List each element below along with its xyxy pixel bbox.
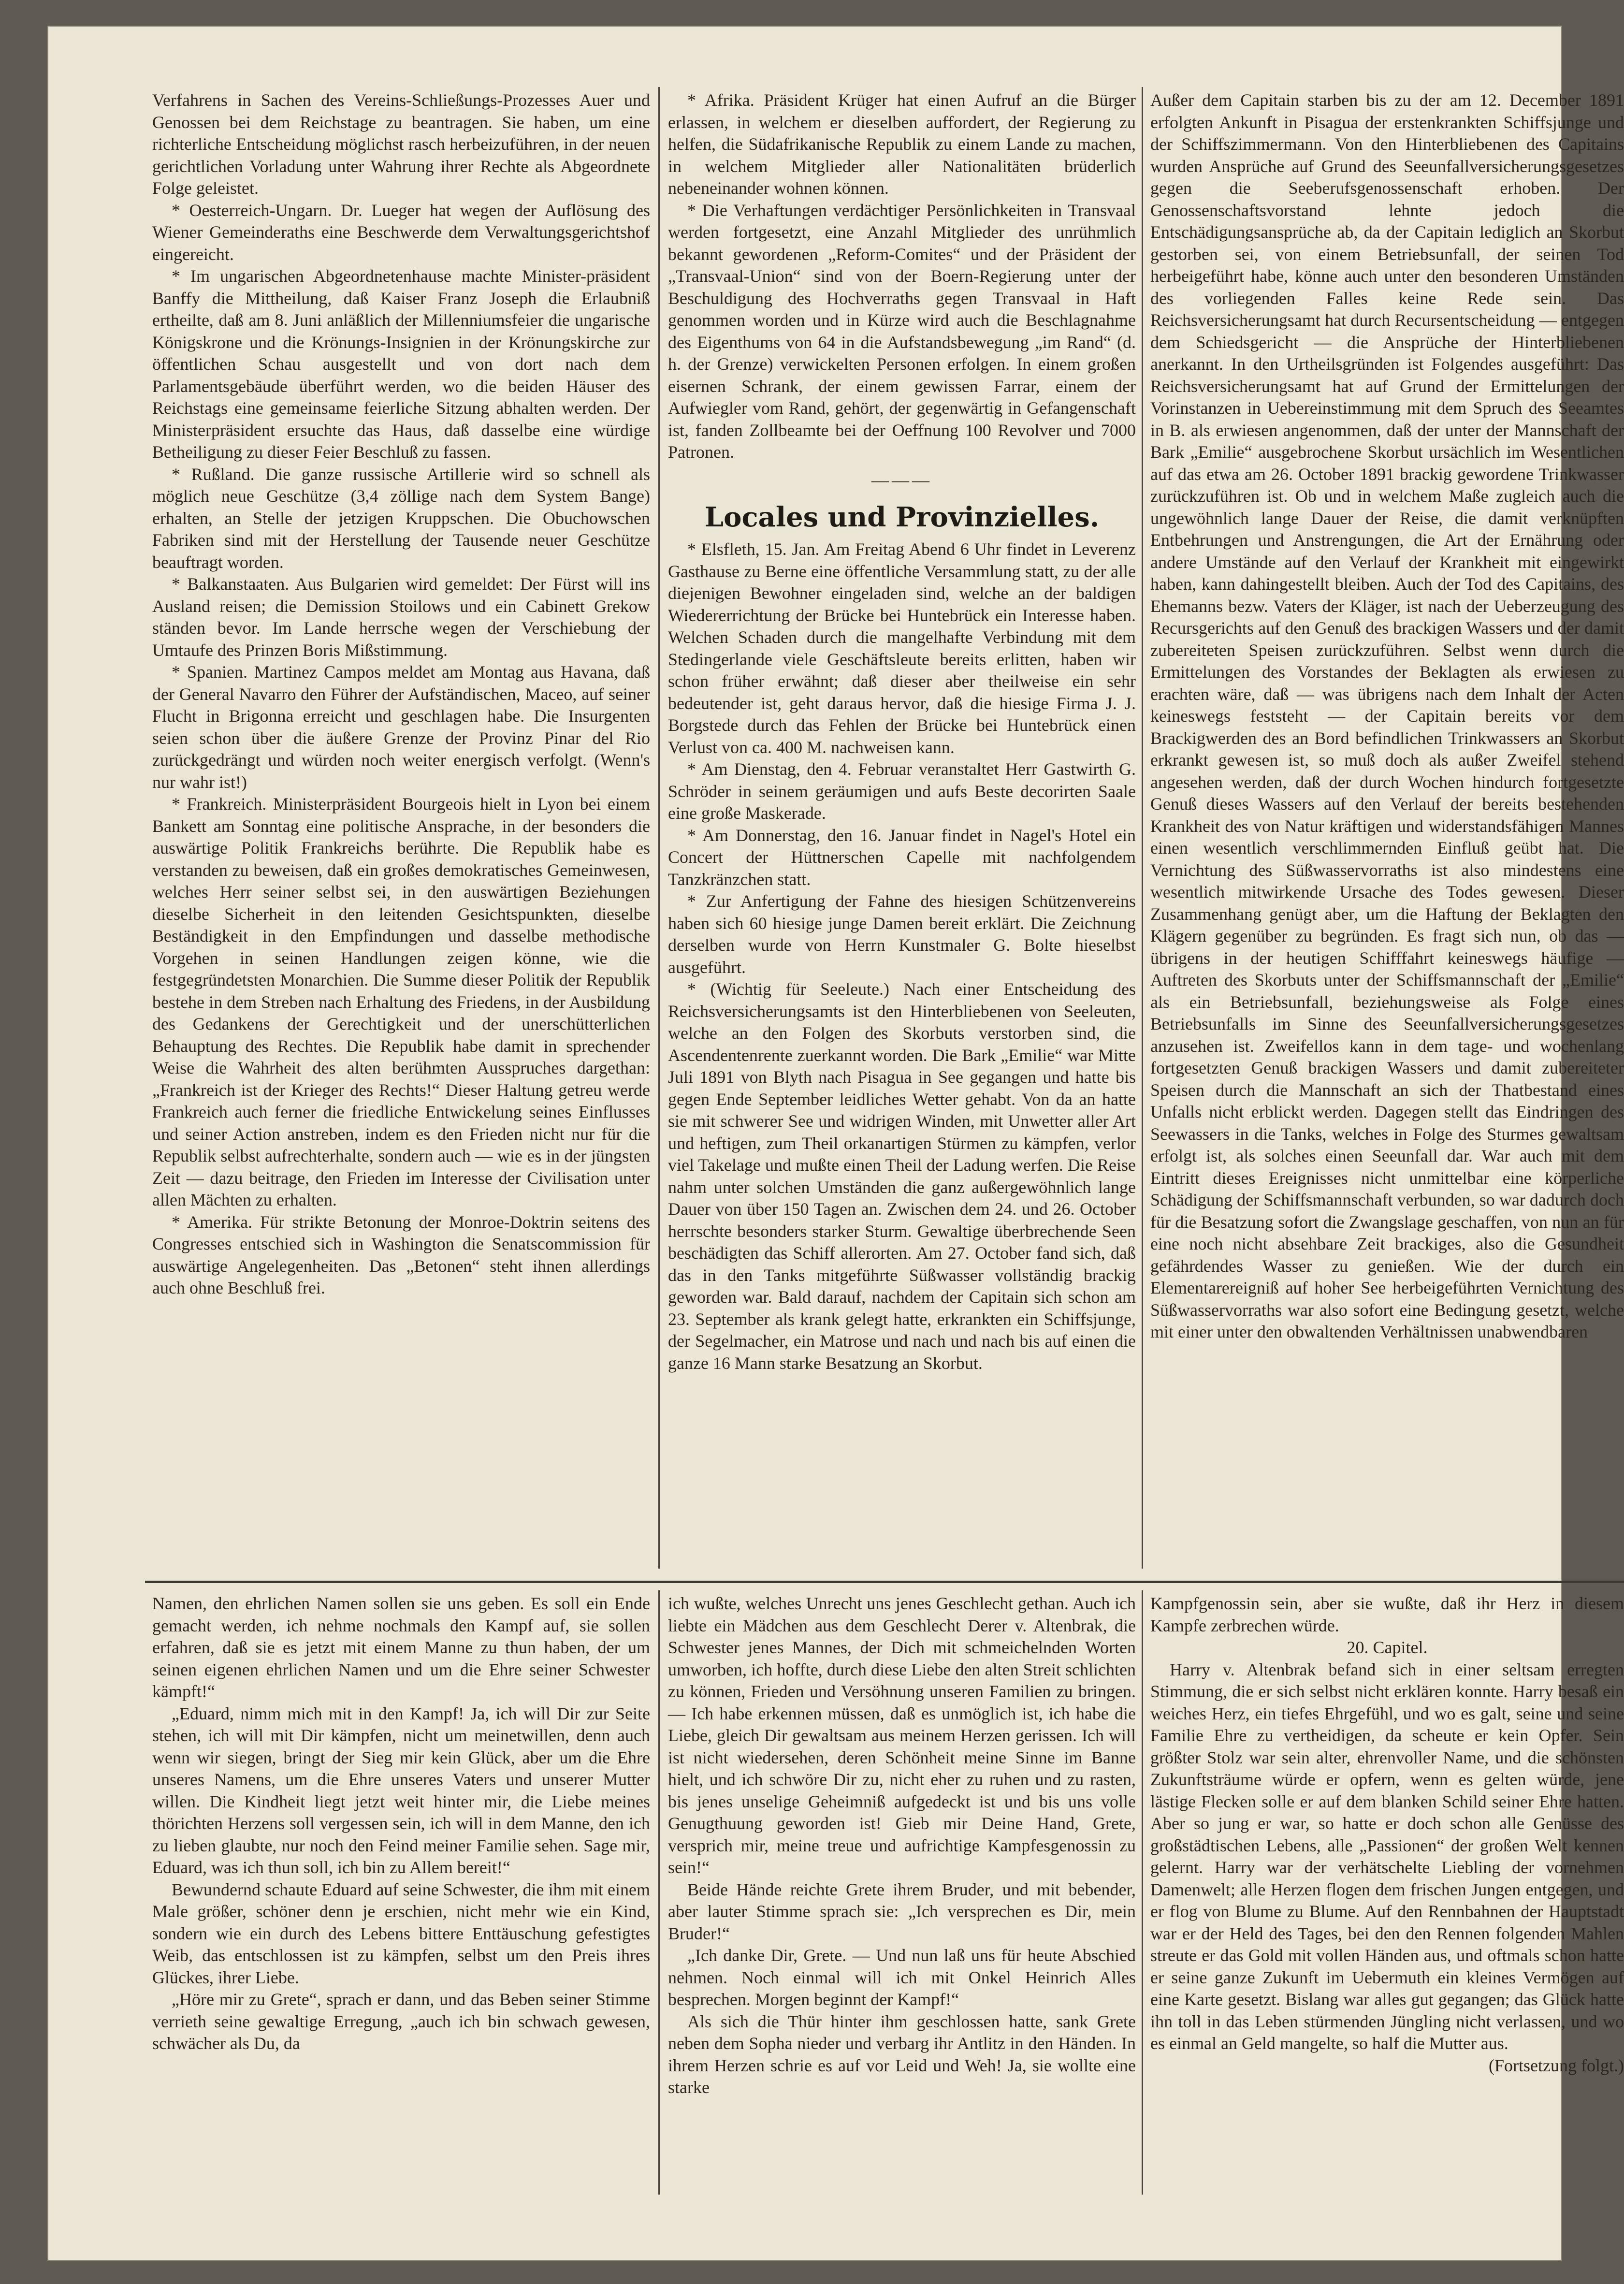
chapter-heading: 20. Capitel. bbox=[1347, 1638, 1428, 1657]
article-paragraph: * (Wichtig für Seeleute.) Nach einer Entscheidung des Reichsversicherungsamts ist den Hinterbliebenen von Seeleuten, welche an den Folgen des Skorbuts verstorben sind, die Ascendentenrente zuerkannt worden. Die Bark „Emilie“ war Mitte Juli 1891 von Blyth nach Pisagua in See gegangen und hatte bis gegen Ende September leidliches Wetter gehabt. Von da an hatte sie mit schwerer See und widrigen Winden, mit Unwetter aller Art und heftigen, zum Theil orkanartigen Stürmen zu kämpfen, verlor viel Takelage und mußte einen Theil der Ladung werfen. Die Reise nahm unter solchen Umständen die ganz außergewöhnlich lange Dauer von über 150 Tagen an. Zwischen dem 24. und 26. October herrschte besonders starker Sturm. Gewaltige überbrechende Seen beschädigten das Schiff allerorten. Am 27. October fand sich, daß das in den Tanks mitgeführte Süßwasser vollständig brackig geworden war. Bald darauf, nachdem der Capitain sich schon am 23. September als krank gelegt hatte, erkrankten ein Schiffsjunge, der Segelmacher, ein Matrose und nach und nach bis auf einen die ganze 16 Mann starke Besatzung an Skorbut. bbox=[668, 979, 1136, 1373]
top-column-3 bbox=[1150, 89, 1624, 1569]
article-paragraph: Beide Hände reichte Grete ihrem Bruder, und mit bebender, aber lauter Stimme sprach sie: „Ich versprechen es Dir, mein Bruder!“ bbox=[668, 1879, 1136, 1943]
feuilleton-column-1 bbox=[152, 1593, 650, 2192]
article-paragraph: * Am Donnerstag, den 16. Januar findet in Nagel's Hotel ein Concert der Hüttnerschen Capelle mit nachfolgendem Tanzkränzchen statt. bbox=[668, 825, 1136, 889]
article-paragraph: * Amerika. Für strikte Betonung der Monroe-Doktrin seitens des Congresses entschied sich in Washington die Senatscommission für auswärtige Angelegenheiten. Das „Betonen“ steht ihnen allerdings auch ohne Beschluß frei. bbox=[152, 1212, 650, 1297]
section-heading: Locales und Provinzielles. bbox=[704, 501, 1100, 533]
article-paragraph: „Höre mir zu Grete“, sprach er dann, und das Beben seiner Stimme verrieth seine gewaltige Erregung, „auch ich bin schwach gewesen, schwächer als Du, da bbox=[152, 1990, 650, 2053]
newspaper-page bbox=[48, 27, 1624, 2260]
article-paragraph: * Frankreich. Ministerpräsident Bourgeois hielt in Lyon bei einem Bankett am Sonntag eine politische Ansprache, in der besonders die auswärtige Politik Frankreichs berührte. Die Republik habe es verstanden zu beweisen, daß ein großes demokratisches Gemeinwesen, welches Herr seiner selbst sei, in den auswärtigen Beziehungen dieselbe Sicherheit in den leitenden Gesichtspunkten, dieselbe Beständigkeit in den Empfindungen und dasselbe methodische Vorgehen in seinen Handlungen zeigen könne, wie die festgegründetsten Monarchien. Die Summe dieser Politik der Republik bestehe in dem Streben nach Erhaltung des Friedens, in der Ausbildung des Gedankens der Gerechtigkeit und der unerschütterlichen Behauptung des Rechtes. Die Republik habe damit in sprechender Weise die Wahrheit des alten berühmten Ausspruches dargethan: „Frankreich ist der Krieger des Rechts!“ Dieser Haltung getreu werde Frankreich auch ferner die friedliche Entwickelung seines Einflusses und seiner Action anstreben, indem es den Frieden nicht nur für die Republik selbst aufrechterhalte, sondern auch — wie es in der jüngsten Zeit — dazu beitrage, den Frieden im Interesse der Civilisation unter allen Mächten zu erhalten. bbox=[152, 794, 650, 1209]
article-paragraph: * Rußland. Die ganze russische Artillerie wird so schnell als möglich neue Geschütze (3,4 zöllige nach dem System Bange) erhalten, an Stelle der jetzigen Kruppschen. Die Obuchowschen Fabriken sind mit der Herstellung der Tausende neuer Geschütze beauftragt worden. bbox=[152, 464, 650, 572]
article-paragraph: Verfahrens in Sachen des Vereins-Schließungs-Prozesses Auer und Genossen bei dem Reichstage zu beantragen. Sie haben, um eine richterliche Entscheidung möglichst rasch herbeizuführen, in der neuen gerichtlichen Vorladung unter Wahrung ihrer Rechte als Abgeordnete Folge geleistet. bbox=[152, 90, 650, 198]
article-paragraph: Namen, den ehrlichen Namen sollen sie uns geben. Es soll ein Ende gemacht werden, ich nehme nochmals den Kampf auf, sie sollen erfahren, daß sie es jetzt mit einem Manne zu thun haben, der um seinen eigenen ehrlichen Namen und um die Ehre seiner Schwester kämpft!“ bbox=[152, 1594, 650, 1701]
article-paragraph: Außer dem Capitain starben bis zu der am 12. December 1891 erfolgten Ankunft in Pisagua der erstenkrankten Schiffsjunge und der Schiffszimmermann. Von den Hinterbliebenen des Capitains wurden Ansprüche auf Grund des Seeunfallversicherungsgesetzes gegen die Seeberufsgenossenschaft erhoben. Der Genossenschaftsvorstand lehnte jedoch die Entschädigungsansprüche ab, da der Capitain lediglich an Skorbut gestorben sei, von einem Betriebsunfall, der seinen Tod herbeigeführt habe, könne auch unter den besonderen Umständen des vorliegenden Falles keine Rede sein. Das Reichsversicherungsamt hat durch Recursentscheidung — entgegen dem Schiedsgericht — die Ansprüche der Hinterbliebenen anerkannt. In den Urtheilsgründen ist Folgendes ausgeführt: Das Reichsversicherungsamt hat auf Grund der Ermittelungen der Vorinstanzen in Uebereinstimmung mit dem Spruch des Seeamtes in B. als erwiesen angenommen, daß der unter der Mannschaft der Bark „Emilie“ ausgebrochene Skorbut ursächlich im Wesentlichen auf das etwa am 26. October 1891 brackig gewordene Trinkwasser zurückzuführen ist. Ob und in welchem Maße zugleich auch die ungewöhnlich lange Dauer der Reise, die damit verknüpften Entbehrungen und Anstrengungen, die Art der Ernährung oder andere Umstände auf den Verlauf der Krankheit mit eingewirkt haben, kann dahingestellt bleiben. Auch der Tod des Capitains, des Ehemanns bezw. Vaters der Kläger, ist nach der Ueberzeugung des Recursgerichts auf den Genuß des brackigen Wassers und der damit zubereiteten Speisen zurückzuführen. Selbst wenn durch die Ermittelungen des Vorstandes der Beklagten als erwiesen zu erachten wäre, daß — was übrigens nach dem Inhalt der Acten keineswegs feststeht — der Capitain bereits vor dem Brackigwerden des an Bord befindlichen Trinkwassers an Skorbut erkrankt gewesen ist, so muß doch als außer Zweifel stehend angesehen werden, daß der durch Wochen hindurch fortgesetzte Genuß dieses Wassers auf den Verlauf der bereits bestehenden Krankheit des von Natur kräftigen und widerstandsfähigen Mannes einen wesentlich verschlimmernden Einfluß geübt hat. Die Vernichtung des Süßwasservorraths ist also mindestens eine wesentlich mitwirkende Ursache des Todes gewesen. Dieser Zusammenhang genügt aber, um die Haftung der Beklagten den Klägern gegenüber zu begründen. Es fragt sich nun, ob das — übrigens in der heutigen Schifffahrt keineswegs häufige — Auftreten des Skorbuts unter der Schiffsmannschaft der „Emilie“ als ein Betriebsunfall, beziehungsweise als Folge eines Betriebsunfalls im Sinne des Seeunfallversicherungsgesetzes anzusehen ist. Zweifellos kann in dem tage- und wochenlang fortgesetzten Genuß brackigen Wassers und damit zubereiteter Speisen durch die Mannschaft an sich der Thatbestand eines Unfalls nicht erblickt werden. Dagegen stellt das Eindringen des Seewassers in die Tanks, welches in Folge des Sturmes gewaltsam erfolgt ist, als solches einen Seeunfall dar. War auch mit dem Eintritt dieses Ereignisses nicht unmittelbar eine körperliche Schädigung der Schiffsmannschaft verbunden, so war dadurch doch für die Besatzung sofort die Zwangslage geschaffen, von nun an für eine noch nicht absehbare Zeit brackiges, also die Gesundheit gefährdendes Wasser zu genießen. Wie der durch ein Elementarereigniß auf hoher See herbeigeführten Vernichtung des Süßwasservorraths war also sofort eine Bedingung gesetzt, welche mit einer unter den obwaltenden Verhältnissen unabwendbaren bbox=[1150, 90, 1624, 1341]
article-paragraph: * Spanien. Martinez Campos meldet am Montag aus Havana, daß der General Navarro den Führer der Aufständischen, Maceo, auf seiner Flucht in Brigonna erreicht und geschlagen habe. Die Insurgenten seien schon über die äußere Grenze der Provinz Pinar del Rio zurückgedrängt und würden noch weiter energisch verfolgt. (Wenn's nur wahr ist!) bbox=[152, 662, 650, 792]
column-divider-1 bbox=[658, 87, 660, 1569]
article-paragraph: * Balkanstaaten. Aus Bulgarien wird gemeldet: Der Fürst will ins Ausland reisen; die Demission Stoilows und ein Cabinett Grekow ständen bevor. Im Lande herrsche wegen der Verschiebung der Umtaufe des Prinzen Boris Mißstimmung. bbox=[152, 574, 650, 660]
article-paragraph: * Die Verhaftungen verdächtiger Persönlichkeiten in Transvaal werden fortgesetzt, eine Anzahl Mitglieder des unrühmlich bekannt gewordenen „Reform-Comites“ und der Präsident der „Transvaal-Union“ sind von der Boern-Regierung unter der Beschuldigung des Hochverraths gegen Transvaal in Haft genommen worden und in Kürze wird auch die Beschlagnahme des Eigenthums von 64 in die Aufstandsbewegung „im Rand“ (d. h. der Grenze) verwickelten Personen erfolgen. In einem großen eisernen Schrank, der einem gewissen Farrar, einem der Aufwiegler vom Rand, gehört, der gegenwärtig in Gefangenschaft ist, fanden Zollbeamte bei der Oeffnung 100 Revolver und 7000 Patronen. bbox=[668, 200, 1136, 462]
top-column-1 bbox=[152, 89, 650, 1569]
article-paragraph: * Im ungarischen Abgeordnetenhause machte Minister-präsident Banffy die Mittheilung, daß Kaiser Franz Joseph die Erlaubniß ertheilte, daß am 8. Juni anläßlich der Millenniumsfeier die ungarische Königskrone und die Krönungs-Insignien in der Krönungskirche zur öffentlichen Schau ausgestellt und von dort nach dem Parlamentsgebäude überführt werden, wo die beiden Häuser des Reichstags eine gemeinsame feierliche Sitzung abhalten werden. Der Ministerpräsident ersuchte das Haus, daß dasselbe eine würdige Betheiligung zu dieser Feier Beschluß zu fassen. bbox=[152, 266, 650, 462]
article-paragraph: * Am Dienstag, den 4. Februar veranstaltet Herr Gastwirth G. Schröder in seinem geräumigen und aufs Beste decorirten Saale eine große Maskerade. bbox=[668, 759, 1136, 823]
article-paragraph: Als sich die Thür hinter ihm geschlossen hatte, sank Grete neben dem Sopha nieder und verbarg ihr Antlitz in den Händen. In ihrem Herzen schrie es auf vor Leid und Weh! Ja, sie wollte eine starke bbox=[668, 2011, 1136, 2097]
feuilleton-separator bbox=[145, 1581, 1624, 1583]
article-paragraph: * Afrika. Präsident Krüger hat einen Aufruf an die Bürger erlassen, in welchem er dieselben auffordert, der Regierung zu helfen, die Südafrikanische Republik zu einem Lande zu machen, in welchem Mitglieder aller Nationalitäten brüderlich nebeneinander wohnen können. bbox=[668, 90, 1136, 198]
article-paragraph: Harry v. Altenbrak befand sich in einer seltsam erregten Stimmung, die er sich selbst nicht erklären konnte. Harry besaß ein weiches Herz, ein tiefes Ehrgefühl, und wo es galt, seine und seine Familie Ehre zu vertheidigen, da scheute er kein Opfer. Sein größter Stolz war sein alter, ehrenvoller Name, und die schönsten Zukunftsträume würde er opfern, wenn es gelten würde, jene lästige Flecken solle er auf dem blanken Schild seiner Ehre hatten. Aber so jung er war, so hatte er doch schon alle Genüsse des großstädtischen Lebens, alle „Passionen“ der großen Welt kennen gelernt. Harry war der verhätschelte Liebling der vornehmen Damenwelt; alle Herzen flogen dem frischen Jungen entgegen, und er flog von Blume zu Blume. Auf den Rennbahnen der Hauptstadt war er der Held des Tages, bei den den Rennen folgenden Mahlen streute er das Gold mit vollen Händen aus, und oftmals schon hatte er seine ganze Zukunft im Uebermuth ein kleines Vermögen auf eine Karte gesetzt. Bislang war alles gut gegangen; das Glück hatte ihn toll in das Leben stürmenden Jüngling nicht verlassen, und wo es einmal an Geld mangelte, so half die Mutter aus. bbox=[1150, 1659, 1624, 2053]
article-paragraph: * Oesterreich-Ungarn. Dr. Lueger hat wegen der Auflösung des Wiener Gemeinderaths eine Beschwerde dem Verwaltungsgerichtshof eingereicht. bbox=[152, 200, 650, 264]
continuation-note: (Fortsetzung folgt.) bbox=[1489, 2055, 1624, 2075]
article-paragraph: * Zur Anfertigung der Fahne des hiesigen Schützenvereins haben sich 60 hiesige junge Damen bereit erklärt. Die Zeichnung derselben wurde von Herrn Kunstmaler G. Bolte hieselbst ausgeführt. bbox=[668, 891, 1136, 977]
column-divider-2 bbox=[1142, 87, 1143, 1569]
article-paragraph: Kampfgenossin sein, aber sie wußte, daß ihr Herz in diesem Kampfe zerbrechen würde. bbox=[1150, 1594, 1624, 1635]
feuilleton-column-2 bbox=[668, 1593, 1136, 2192]
article-paragraph: * Elsfleth, 15. Jan. Am Freitag Abend 6 Uhr findet in Leverenz Gasthause zu Berne eine öffentliche Versammlung statt, zu der alle diejenigen Bewohner eingeladen sind, welche an der baldigen Wiedererrichtung der Brücke bei Huntebrück ein Interesse haben. Welchen Schaden durch die mangelhafte Verbindung mit dem Stedingerlande viele Geschäftsleute bereits erlitten, haben wir schon früher erwähnt; daß dieser aber theilweise ein sehr bedeutender ist, geht daraus hervor, daß die hiesige Firma J. J. Borgstede durch das Fehlen der Brücke bei Huntebrück einen Verlust von ca. 400 M. nachweisen kann. bbox=[668, 539, 1136, 757]
top-column-2 bbox=[668, 89, 1136, 1569]
feuilleton-column-3 bbox=[1150, 1593, 1624, 2192]
ornament-dash: ——— bbox=[871, 470, 932, 490]
article-paragraph: ich wußte, welches Unrecht uns jenes Geschlecht gethan. Auch ich liebte ein Mädchen aus dem Geschlecht Derer v. Altenbrak, die Schwester jenes Mannes, der Dich mit schmeichelnden Worten umworben, ich hoffte, durch diese Liebe den alten Streit schlichten zu können, Frieden und Versöhnung unseren Familien zu bringen. — Ich habe erkennen müssen, daß es unmöglich ist, ich habe die Liebe, gleich Dir gewaltsam aus meinem Herzen gerissen. Ich will ist nicht wiedersehen, deren Schönheit meine Sinne im Banne hielt, und ich schwöre Dir zu, nicht eher zu ruhen und zu rasten, bis jenes unselige Geheimniß aufgedeckt ist und bis uns volle Genugthuung geworden ist! Gieb mir Deine Hand, Grete, versprich mir, meine treue und aufrichtige Kampfesgenossin zu sein!“ bbox=[668, 1594, 1136, 1877]
article-paragraph: „Eduard, nimm mich mit in den Kampf! Ja, ich will Dir zur Seite stehen, ich will mit Dir kämpfen, nicht um meinetwillen, denn auch wenn wir siegen, bringt der Sieg mir kein Glück, aber um die Ehre unseres Namens, um die Ehre unseres Vaters und unserer Mutter willen. Die Kindheit liegt jetzt weit hinter mir, die Liebe meines thörichten Herzens soll vergessen sein, ich will in dem Manne, den ich zu lieben glaubte, nur noch den Feind meiner Familie sehen. Sage mir, Eduard, was ich thun soll, ich bin zu Allem bereit!“ bbox=[152, 1703, 650, 1877]
feuilleton-divider-1 bbox=[658, 1590, 660, 2195]
feuilleton-divider-2 bbox=[1142, 1590, 1143, 2195]
article-paragraph: „Ich danke Dir, Grete. — Und nun laß uns für heute Abschied nehmen. Noch einmal will ich mit Onkel Heinrich Alles besprechen. Morgen beginnt der Kampf!“ bbox=[668, 1946, 1136, 2009]
article-paragraph: Bewundernd schaute Eduard auf seine Schwester, die ihm mit einem Male größer, schöner denn je erschien, nicht mehr wie ein Kind, sondern wie ein durch des Lebens bittere Enttäuschung gefestigtes Weib, das entschlossen ist zu kämpfen, selbst um den Preis ihres Glückes, ihrer Liebe. bbox=[152, 1879, 650, 1987]
